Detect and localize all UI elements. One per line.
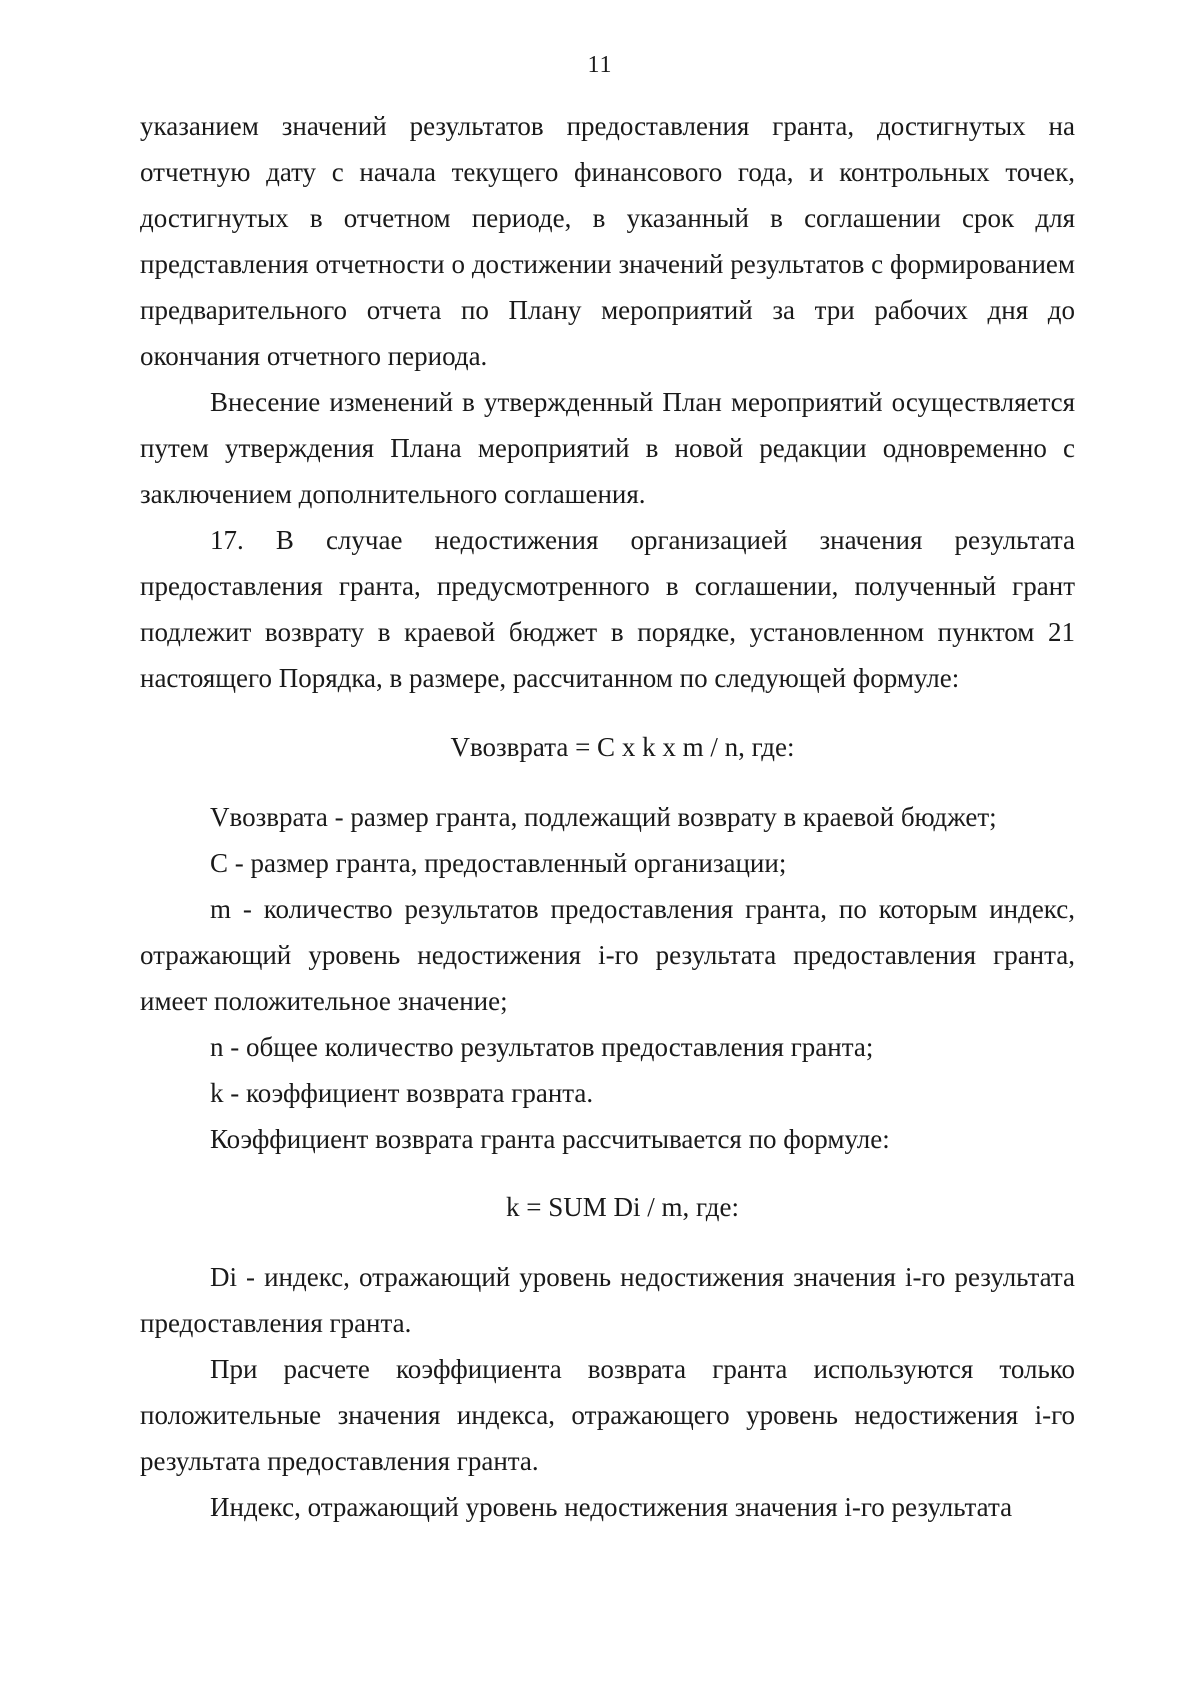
definition-di: Di - индекс, отражающий уровень недостижения значения i-го результата предоставления гранта. (140, 1262, 1075, 1338)
paragraph-plan-changes: Внесение изменений в утвержденный План мероприятий осуществляется путем утверждения Плана мероприятий в новой редакции одновременно с заключением дополнительного соглашения. (140, 387, 1075, 509)
formula-return-amount: Vвозврата = C x k x m / n, где: (450, 732, 795, 762)
paragraph-index: Индекс, отражающий уровень недостижения значения i-го результата (210, 1492, 1013, 1522)
page-number: 11 (587, 52, 613, 78)
definition-v: Vвозврата - размер гранта, подлежащий возврату в краевой бюджет; (210, 802, 997, 832)
definition-n: n - общее количество результатов предоставления гранта; (210, 1032, 874, 1062)
definition-c: C - размер гранта, предоставленный организации; (210, 848, 787, 878)
formula-coefficient: k = SUM Di / m, где: (506, 1192, 739, 1222)
definition-k: k - коэффициент возврата гранта. (210, 1078, 594, 1108)
definition-m: m - количество результатов предоставления гранта, по которым индекс, отражающий уровень недостижения i-го результата предоставления гранта, имеет положительное значение; (140, 894, 1075, 1016)
paragraph-k-intro: Коэффициент возврата гранта рассчитывается по формуле: (210, 1124, 890, 1154)
paragraph-17: 17. В случае недостижения организацией значения результата предоставления гранта, предусмотренного в соглашении, полученный грант подлежит возврату в краевой бюджет в порядке, установленном пунктом 21 настоящего Порядка, в размере, рассчитанном по следующей формуле: (140, 525, 1075, 693)
paragraph-continuation: указанием значений результатов предоставления гранта, достигнутых на отчетную дату с начала текущего финансового года, и контрольных точек, достигнутых в отчетном периоде, в указанный в соглашении срок для представления отчетности о достижении значений результатов с формированием предварительного отчета по Плану мероприятий за три рабочих дня до окончания отчетного периода. (140, 111, 1075, 371)
paragraph-positive-values: При расчете коэффициента возврата гранта используются только положительные значения индекса, отражающего уровень недостижения i-го результата предоставления гранта. (140, 1354, 1075, 1476)
document-body (140, 103, 1075, 1530)
